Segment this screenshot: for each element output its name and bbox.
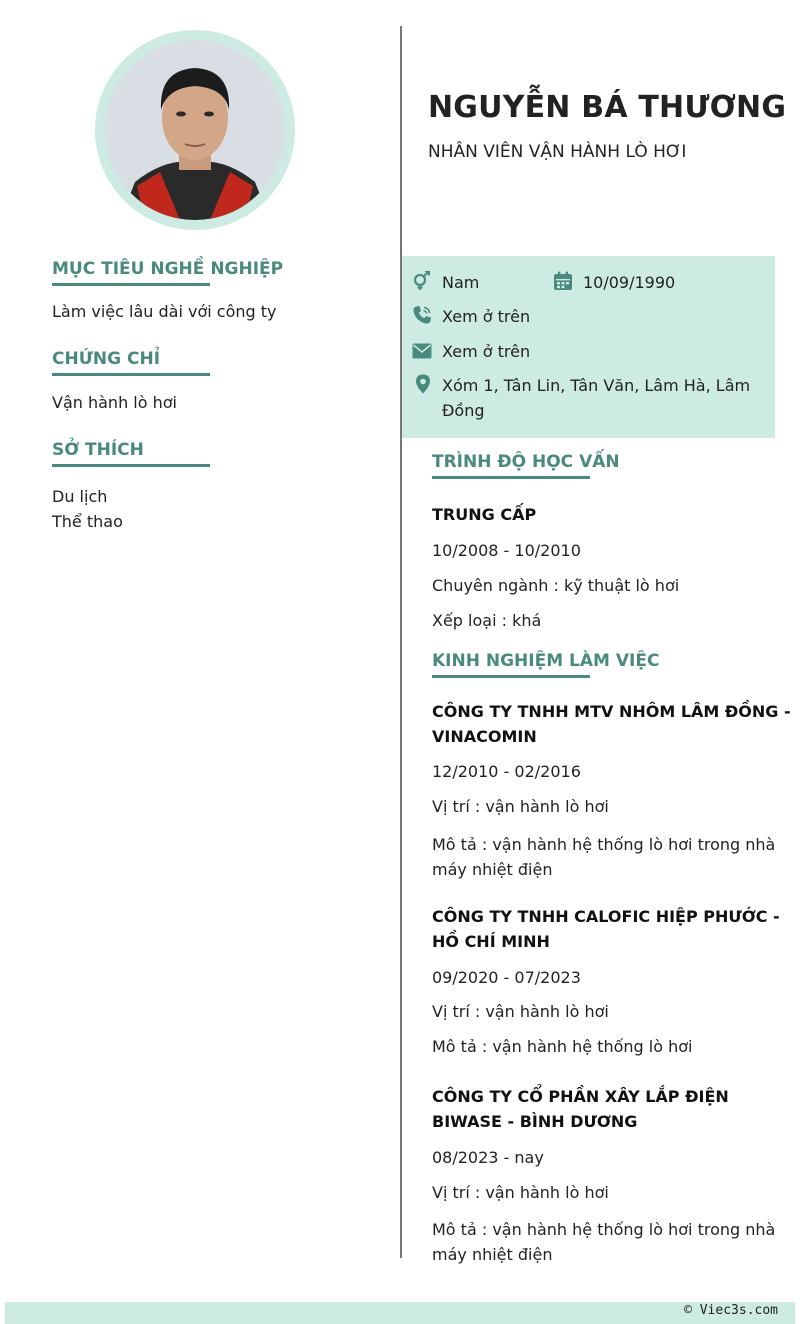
job-period: 09/2020 - 07/2023 — [432, 968, 581, 987]
location-icon — [413, 374, 433, 398]
gender-text: Nam — [442, 273, 480, 292]
certificates-section — [52, 349, 210, 412]
job-company — [432, 699, 791, 749]
job-company-line: HỒ CHÍ MINH — [432, 932, 550, 951]
job-position: Vị trí : vận hành lò hơi — [432, 797, 609, 816]
job-description — [432, 1217, 775, 1267]
education-underline — [432, 476, 590, 479]
job-company — [432, 904, 780, 954]
birthday-text: 10/09/1990 — [583, 273, 676, 292]
objective-section — [52, 259, 283, 321]
job-description-line: Mô tả : vận hành hệ thống lò hơi trong nhà — [432, 835, 776, 854]
education-major: Chuyên ngành : kỹ thuật lò hơi — [432, 576, 680, 595]
candidate-name: NGUYỄN BÁ THƯƠNG — [428, 90, 787, 125]
job-company-line: VINACOMIN — [432, 727, 537, 746]
address-line-1: Xóm 1, Tân Lin, Tân Văn, Lâm Hà, Lâm — [442, 376, 751, 395]
education-section — [432, 452, 620, 479]
email-text: Xem ở trên — [442, 342, 531, 361]
footer-bar — [5, 1302, 795, 1324]
candidate-role: NHÂN VIÊN VẬN HÀNH LÒ HƠI — [428, 142, 687, 162]
calendar-icon — [553, 271, 573, 295]
job-company-line: BIWASE - BÌNH DƯƠNG — [432, 1112, 638, 1131]
hobby-item: Du lịch — [52, 487, 108, 506]
hobbies-underline — [52, 464, 210, 467]
job-description — [432, 832, 775, 882]
job-description: Mô tả : vận hành hệ thống lò hơi — [432, 1037, 693, 1056]
education-grade: Xếp loại : khá — [432, 611, 542, 630]
email-icon — [412, 341, 432, 365]
job-company — [432, 1084, 729, 1134]
education-title: TRÌNH ĐỘ HỌC VẤN — [432, 452, 620, 472]
job-company-line: CÔNG TY CỔ PHẦN XÂY LẮP ĐIỆN — [432, 1087, 729, 1106]
certificates-title: CHỨNG CHỈ — [52, 349, 161, 369]
objective-title: MỤC TIÊU NGHỀ NGHIỆP — [52, 259, 284, 279]
education-level: TRUNG CẤP — [432, 505, 537, 524]
hobbies-title: SỞ THÍCH — [52, 440, 144, 460]
gender-icon — [412, 271, 432, 295]
job-period: 08/2023 - nay — [432, 1148, 544, 1167]
experience-underline — [432, 675, 590, 678]
education-period: 10/2008 - 10/2010 — [432, 541, 581, 560]
address-line-2: Đồng — [442, 401, 485, 420]
certificates-underline — [52, 373, 210, 376]
phone-icon — [412, 305, 432, 329]
job-description-line: Mô tả : vận hành hệ thống lò hơi trong nhà — [432, 1220, 776, 1239]
experience-title: KINH NGHIỆM LÀM VIỆC — [432, 651, 660, 671]
job-company-line: CÔNG TY TNHH MTV NHÔM LÂM ĐỒNG - — [432, 702, 791, 721]
profile-photo — [105, 40, 285, 220]
job-description-line: máy nhiệt điện — [432, 1245, 553, 1264]
footer-credit[interactable]: © Viec3s.com — [684, 1303, 778, 1318]
certificate-item: Vận hành lò hơi — [52, 393, 177, 412]
objective-underline — [52, 283, 210, 286]
experience-section — [432, 651, 659, 678]
column-divider — [400, 26, 402, 1258]
job-description-line: máy nhiệt điện — [432, 860, 553, 879]
objective-text: Làm việc lâu dài với công ty — [52, 302, 277, 321]
hobbies-section — [52, 440, 210, 534]
job-position: Vị trí : vận hành lò hơi — [432, 1183, 609, 1202]
job-company-line: CÔNG TY TNHH CALOFIC HIỆP PHƯỚC - — [432, 907, 780, 926]
job-period: 12/2010 - 02/2016 — [432, 762, 581, 781]
hobby-item: Thể thao — [52, 512, 123, 531]
phone-text: Xem ở trên — [442, 307, 531, 326]
job-position: Vị trí : vận hành lò hơi — [432, 1002, 609, 1021]
avatar — [105, 40, 285, 220]
